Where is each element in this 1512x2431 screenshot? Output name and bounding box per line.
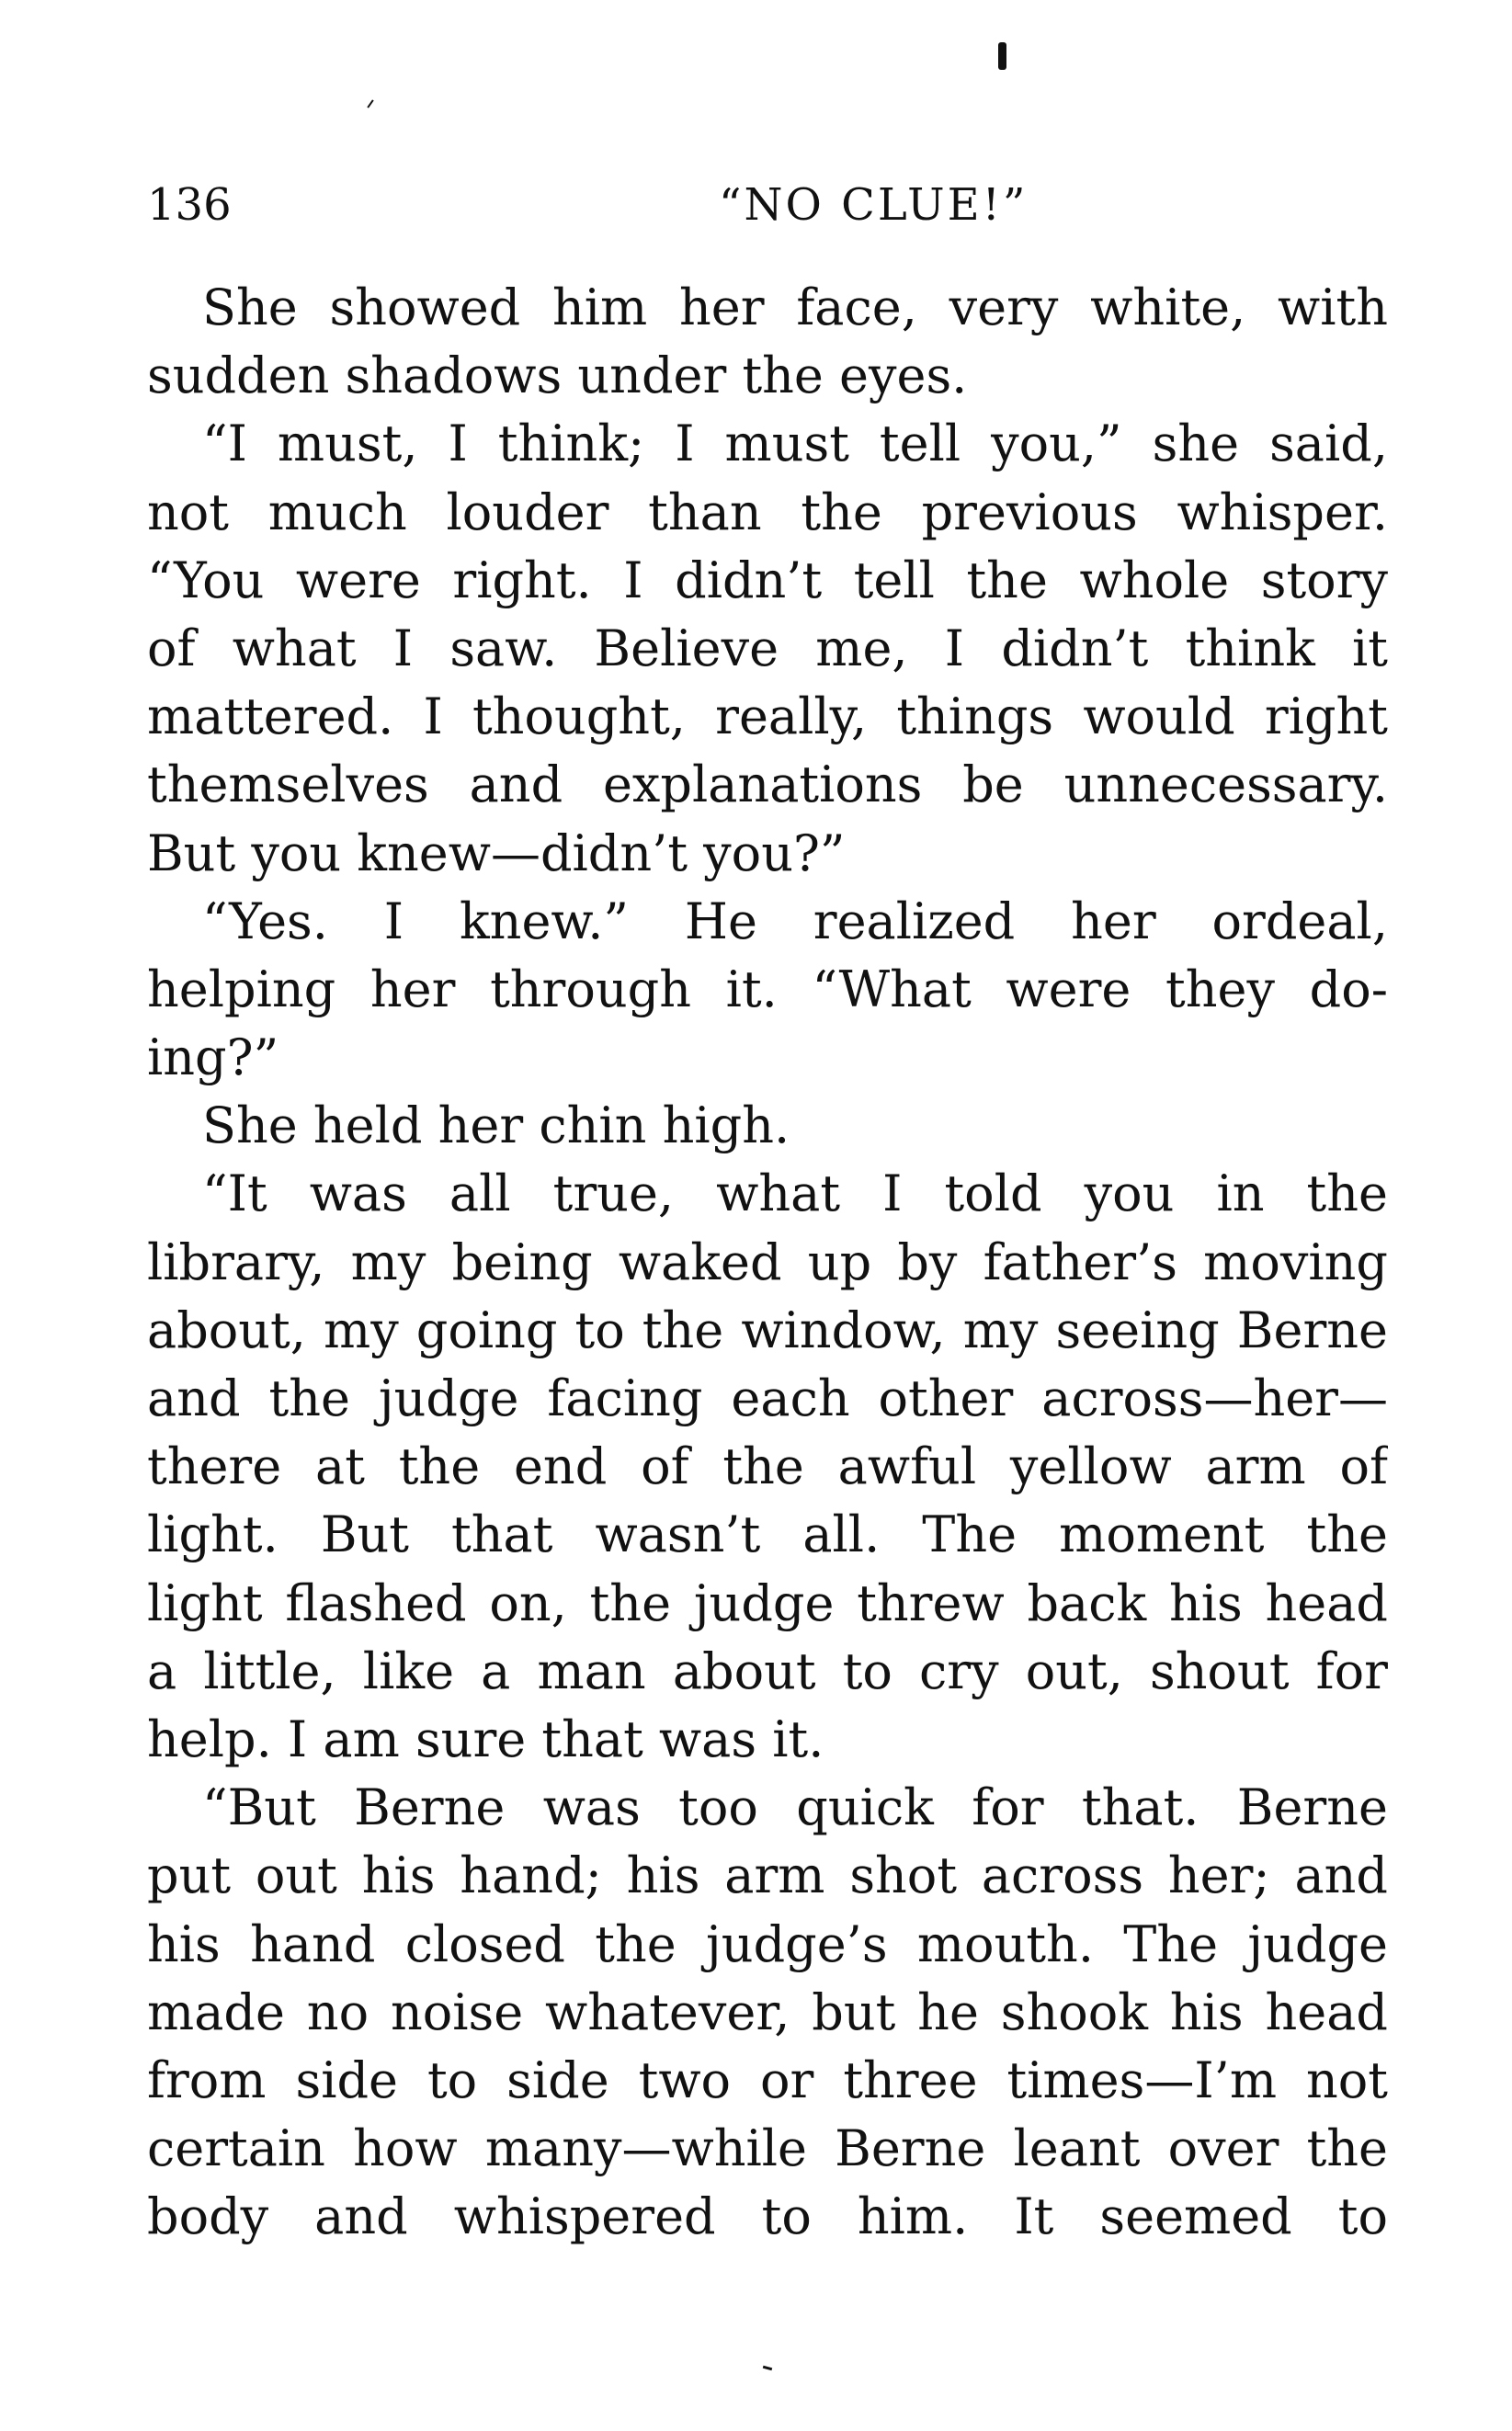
text-line: mattered. I thought, really, things would right	[147, 687, 1388, 746]
text-line: helping her through it. “What were they do-	[147, 960, 1388, 1018]
text-line: body and whispered to him. It seemed to	[147, 2187, 1388, 2246]
text-line: not much louder than the previous whisper.	[147, 483, 1388, 541]
text-line: She showed him her face, very white, with	[202, 278, 1388, 336]
text-line: made no noise whatever, but he shook his head	[147, 1982, 1388, 2041]
running-title: “NO CLUE!”	[719, 179, 1029, 231]
text-line: themselves and explanations be unnecessary.	[147, 755, 1388, 814]
text-line: ing?”	[147, 1028, 279, 1087]
text-line: from side to side two or three times—I’m not	[147, 2050, 1388, 2109]
text-line: light. But that wasn’t all. The moment the	[147, 1505, 1388, 1564]
text-line: certain how many—while Berne leant over the	[147, 2119, 1388, 2178]
body-text	[147, 274, 1388, 2251]
text-line: “Yes. I knew.” He realized her ordeal,	[202, 892, 1388, 950]
text-line: “I must, I think; I must tell you,” she said,	[202, 415, 1388, 473]
text-line: there at the end of the awful yellow arm of	[147, 1437, 1388, 1496]
text-line: sudden shadows under the eyes.	[147, 346, 968, 405]
text-line: light flashed on, the judge threw back his head	[147, 1573, 1388, 1632]
text-line: “You were right. I didn’t tell the whole story	[147, 551, 1388, 609]
text-line: his hand closed the judge’s mouth. The judge	[147, 1914, 1388, 1973]
text-line: of what I saw. Believe me, I didn’t think it	[147, 619, 1388, 677]
text-line: She held her chin high.	[202, 1096, 790, 1155]
text-line: “It was all true, what I told you in the	[202, 1164, 1388, 1223]
text-line: library, my being waked up by father’s moving	[147, 1233, 1388, 1291]
text-line: about, my going to the window, my seeing Berne	[147, 1301, 1388, 1359]
page-number: 136	[147, 179, 232, 231]
running-head	[147, 177, 1388, 233]
text-line: a little, like a man about to cry out, shout for	[147, 1641, 1388, 1700]
text-line: help. I am sure that was it.	[147, 1710, 824, 1768]
text-line: “But Berne was too quick for that. Berne	[202, 1778, 1388, 1837]
text-line: and the judge facing each other across—her—	[147, 1369, 1388, 1427]
text-line: But you knew—didn’t you?”	[147, 824, 846, 882]
ink-speck	[367, 99, 373, 108]
text-line: put out his hand; his arm shot across her; and	[147, 1846, 1388, 1905]
ink-speck	[998, 42, 1006, 70]
ink-speck	[763, 2366, 772, 2370]
